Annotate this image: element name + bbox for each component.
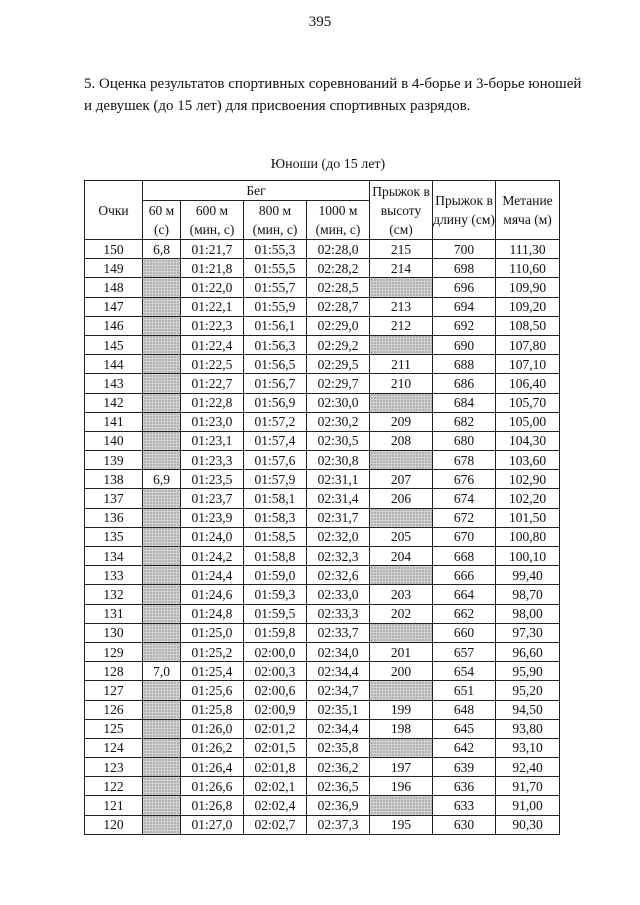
ball-throw-cell: 93,10 [496, 738, 560, 757]
run-800m-cell: 01:55,7 [244, 278, 307, 297]
run-1000m-cell: 02:35,8 [307, 738, 370, 757]
table-row [85, 585, 560, 604]
ball-throw-cell: 107,80 [496, 335, 560, 354]
run-800m-cell: 02:01,2 [244, 719, 307, 738]
table-row [85, 470, 560, 489]
points-cell: 146 [85, 316, 143, 335]
points-cell: 122 [85, 777, 143, 796]
run-800m-cell: 01:55,9 [244, 297, 307, 316]
run-60m-cell [143, 623, 181, 642]
high-jump-cell: 195 [370, 815, 433, 834]
run-60m-cell [143, 335, 181, 354]
table-row [85, 777, 560, 796]
run-600m-cell: 01:27,0 [181, 815, 244, 834]
run-60m-cell [143, 719, 181, 738]
run-600m-cell: 01:22,4 [181, 335, 244, 354]
table-caption: Юноши (до 15 лет) [270, 157, 386, 172]
run-800m-cell: 01:59,8 [244, 623, 307, 642]
table-row [85, 412, 560, 431]
table-header [85, 181, 560, 240]
table-row [85, 316, 560, 335]
run-60m-cell [143, 681, 181, 700]
high-jump-cell [370, 508, 433, 527]
points-cell: 132 [85, 585, 143, 604]
high-jump-cell [370, 566, 433, 585]
run-60m-cell [143, 297, 181, 316]
run-60m-cell: 6,9 [143, 470, 181, 489]
run-1000m-cell: 02:34,0 [307, 642, 370, 661]
long-jump-cell: 642 [433, 738, 496, 757]
table-row [85, 815, 560, 834]
ball-throw-cell: 97,30 [496, 623, 560, 642]
table-body [85, 240, 560, 835]
run-600m-cell: 01:24,8 [181, 604, 244, 623]
ball-throw-cell: 103,60 [496, 451, 560, 470]
table-row [85, 623, 560, 642]
run-600m-cell: 01:23,0 [181, 412, 244, 431]
long-jump-cell: 698 [433, 259, 496, 278]
ball-throw-cell: 96,60 [496, 642, 560, 661]
run-60m-cell [143, 777, 181, 796]
run-60m-cell [143, 412, 181, 431]
run-1000m-cell: 02:32,6 [307, 566, 370, 585]
ball-throw-cell: 101,50 [496, 508, 560, 527]
run-600m-cell: 01:24,4 [181, 566, 244, 585]
high-jump-cell: 200 [370, 662, 433, 681]
table-row [85, 240, 560, 259]
long-jump-cell: 674 [433, 489, 496, 508]
run-800m-cell: 01:59,0 [244, 566, 307, 585]
high-jump-cell: 202 [370, 604, 433, 623]
points-cell: 140 [85, 431, 143, 450]
high-jump-cell [370, 335, 433, 354]
run-800m-cell: 01:58,3 [244, 508, 307, 527]
run-600m-cell: 01:26,6 [181, 777, 244, 796]
header-high-jump: Прыжок в высоту (см) [370, 181, 433, 240]
points-cell: 123 [85, 758, 143, 777]
run-1000m-cell: 02:33,3 [307, 604, 370, 623]
run-1000m-cell: 02:32,0 [307, 527, 370, 546]
run-1000m-cell: 02:31,4 [307, 489, 370, 508]
run-1000m-cell: 02:28,7 [307, 297, 370, 316]
table-row [85, 681, 560, 700]
long-jump-cell: 662 [433, 604, 496, 623]
run-1000m-cell: 02:32,3 [307, 547, 370, 566]
header-run-800m: 800 м (мин, с) [244, 201, 307, 240]
ball-throw-cell: 104,30 [496, 431, 560, 450]
run-1000m-cell: 02:34,4 [307, 662, 370, 681]
run-800m-cell: 02:00,3 [244, 662, 307, 681]
run-600m-cell: 01:23,7 [181, 489, 244, 508]
run-1000m-cell: 02:28,5 [307, 278, 370, 297]
run-60m-cell: 6,8 [143, 240, 181, 259]
long-jump-cell: 688 [433, 355, 496, 374]
run-60m-cell [143, 604, 181, 623]
ball-throw-cell: 107,10 [496, 355, 560, 374]
long-jump-cell: 657 [433, 642, 496, 661]
long-jump-cell: 672 [433, 508, 496, 527]
run-600m-cell: 01:22,3 [181, 316, 244, 335]
high-jump-cell [370, 681, 433, 700]
ball-throw-cell: 98,70 [496, 585, 560, 604]
high-jump-cell: 199 [370, 700, 433, 719]
long-jump-cell: 666 [433, 566, 496, 585]
run-800m-cell: 01:59,3 [244, 585, 307, 604]
header-ball-throw: Метание мяча (м) [496, 181, 560, 240]
points-cell: 145 [85, 335, 143, 354]
table-row [85, 335, 560, 354]
long-jump-cell: 660 [433, 623, 496, 642]
long-jump-cell: 700 [433, 240, 496, 259]
run-600m-cell: 01:21,7 [181, 240, 244, 259]
high-jump-cell: 205 [370, 527, 433, 546]
table-row [85, 451, 560, 470]
ball-throw-cell: 106,40 [496, 374, 560, 393]
run-600m-cell: 01:23,5 [181, 470, 244, 489]
run-600m-cell: 01:21,8 [181, 259, 244, 278]
ball-throw-cell: 100,10 [496, 547, 560, 566]
run-1000m-cell: 02:35,1 [307, 700, 370, 719]
run-800m-cell: 01:58,5 [244, 527, 307, 546]
run-800m-cell: 01:55,3 [244, 240, 307, 259]
points-cell: 144 [85, 355, 143, 374]
run-800m-cell: 01:57,2 [244, 412, 307, 431]
ball-throw-cell: 90,30 [496, 815, 560, 834]
ball-throw-cell: 93,80 [496, 719, 560, 738]
points-cell: 147 [85, 297, 143, 316]
high-jump-cell: 204 [370, 547, 433, 566]
run-1000m-cell: 02:34,4 [307, 719, 370, 738]
run-60m-cell [143, 815, 181, 834]
run-60m-cell [143, 547, 181, 566]
high-jump-cell: 196 [370, 777, 433, 796]
points-cell: 136 [85, 508, 143, 527]
run-600m-cell: 01:23,1 [181, 431, 244, 450]
run-1000m-cell: 02:36,5 [307, 777, 370, 796]
run-600m-cell: 01:26,0 [181, 719, 244, 738]
run-60m-cell [143, 758, 181, 777]
ball-throw-cell: 109,90 [496, 278, 560, 297]
points-cell: 131 [85, 604, 143, 623]
long-jump-cell: 692 [433, 316, 496, 335]
run-600m-cell: 01:24,6 [181, 585, 244, 604]
ball-throw-cell: 102,20 [496, 489, 560, 508]
ball-throw-cell: 91,00 [496, 796, 560, 815]
long-jump-cell: 630 [433, 815, 496, 834]
table-row [85, 297, 560, 316]
points-cell: 143 [85, 374, 143, 393]
points-cell: 129 [85, 642, 143, 661]
run-800m-cell: 02:00,6 [244, 681, 307, 700]
run-600m-cell: 01:24,2 [181, 547, 244, 566]
run-60m-cell [143, 527, 181, 546]
run-60m-cell [143, 585, 181, 604]
points-cell: 121 [85, 796, 143, 815]
run-1000m-cell: 02:33,0 [307, 585, 370, 604]
long-jump-cell: 686 [433, 374, 496, 393]
high-jump-cell: 210 [370, 374, 433, 393]
points-cell: 138 [85, 470, 143, 489]
high-jump-cell [370, 393, 433, 412]
table-row [85, 527, 560, 546]
table-row [85, 700, 560, 719]
high-jump-cell: 208 [370, 431, 433, 450]
run-600m-cell: 01:26,8 [181, 796, 244, 815]
table-row [85, 796, 560, 815]
run-800m-cell: 01:56,7 [244, 374, 307, 393]
run-1000m-cell: 02:31,7 [307, 508, 370, 527]
points-cell: 150 [85, 240, 143, 259]
run-60m-cell [143, 738, 181, 757]
long-jump-cell: 668 [433, 547, 496, 566]
long-jump-cell: 678 [433, 451, 496, 470]
run-1000m-cell: 02:29,5 [307, 355, 370, 374]
header-run-group: Бег [143, 181, 370, 201]
run-1000m-cell: 02:31,1 [307, 470, 370, 489]
run-600m-cell: 01:26,4 [181, 758, 244, 777]
run-1000m-cell: 02:30,8 [307, 451, 370, 470]
table-row [85, 642, 560, 661]
points-cell: 148 [85, 278, 143, 297]
run-600m-cell: 01:23,3 [181, 451, 244, 470]
run-800m-cell: 01:56,3 [244, 335, 307, 354]
high-jump-cell: 203 [370, 585, 433, 604]
run-60m-cell: 7,0 [143, 662, 181, 681]
run-800m-cell: 02:01,8 [244, 758, 307, 777]
run-60m-cell [143, 374, 181, 393]
run-60m-cell [143, 508, 181, 527]
run-60m-cell [143, 259, 181, 278]
run-600m-cell: 01:22,1 [181, 297, 244, 316]
high-jump-cell [370, 623, 433, 642]
run-600m-cell: 01:23,9 [181, 508, 244, 527]
ball-throw-cell: 109,20 [496, 297, 560, 316]
run-1000m-cell: 02:30,2 [307, 412, 370, 431]
table-row [85, 431, 560, 450]
long-jump-cell: 651 [433, 681, 496, 700]
high-jump-cell: 198 [370, 719, 433, 738]
table-row [85, 374, 560, 393]
run-600m-cell: 01:24,0 [181, 527, 244, 546]
run-600m-cell: 01:25,4 [181, 662, 244, 681]
run-600m-cell: 01:22,0 [181, 278, 244, 297]
long-jump-cell: 636 [433, 777, 496, 796]
run-1000m-cell: 02:30,0 [307, 393, 370, 412]
points-cell: 133 [85, 566, 143, 585]
high-jump-cell: 206 [370, 489, 433, 508]
run-1000m-cell: 02:37,3 [307, 815, 370, 834]
header-run-1000m: 1000 м (мин, с) [307, 201, 370, 240]
run-1000m-cell: 02:30,5 [307, 431, 370, 450]
long-jump-cell: 694 [433, 297, 496, 316]
points-cell: 142 [85, 393, 143, 412]
table-row [85, 566, 560, 585]
ball-throw-cell: 99,40 [496, 566, 560, 585]
header-points: Очки [85, 181, 143, 240]
long-jump-cell: 639 [433, 758, 496, 777]
ball-throw-cell: 100,80 [496, 527, 560, 546]
run-800m-cell: 01:57,6 [244, 451, 307, 470]
high-jump-cell [370, 796, 433, 815]
ball-throw-cell: 95,90 [496, 662, 560, 681]
run-800m-cell: 01:57,9 [244, 470, 307, 489]
run-800m-cell: 01:55,5 [244, 259, 307, 278]
ball-throw-cell: 108,50 [496, 316, 560, 335]
points-cell: 149 [85, 259, 143, 278]
table-row [85, 719, 560, 738]
run-800m-cell: 01:58,8 [244, 547, 307, 566]
ball-throw-cell: 95,20 [496, 681, 560, 700]
run-600m-cell: 01:22,5 [181, 355, 244, 374]
table-row [85, 355, 560, 374]
high-jump-cell: 212 [370, 316, 433, 335]
table-row [85, 489, 560, 508]
long-jump-cell: 684 [433, 393, 496, 412]
run-800m-cell: 01:56,5 [244, 355, 307, 374]
run-800m-cell: 01:59,5 [244, 604, 307, 623]
run-60m-cell [143, 451, 181, 470]
ball-throw-cell: 91,70 [496, 777, 560, 796]
run-1000m-cell: 02:29,0 [307, 316, 370, 335]
ball-throw-cell: 110,60 [496, 259, 560, 278]
run-1000m-cell: 02:29,7 [307, 374, 370, 393]
header-run-600m: 600 м (мин, с) [181, 201, 244, 240]
high-jump-cell: 207 [370, 470, 433, 489]
run-60m-cell [143, 431, 181, 450]
high-jump-cell [370, 738, 433, 757]
scoring-table [84, 180, 560, 835]
points-cell: 120 [85, 815, 143, 834]
run-800m-cell: 02:02,1 [244, 777, 307, 796]
run-60m-cell [143, 566, 181, 585]
high-jump-cell: 213 [370, 297, 433, 316]
points-cell: 137 [85, 489, 143, 508]
ball-throw-cell: 105,70 [496, 393, 560, 412]
long-jump-cell: 682 [433, 412, 496, 431]
run-60m-cell [143, 700, 181, 719]
run-1000m-cell: 02:28,0 [307, 240, 370, 259]
run-600m-cell: 01:25,2 [181, 642, 244, 661]
points-cell: 124 [85, 738, 143, 757]
header-run-60m: 60 м (с) [143, 201, 181, 240]
table-row [85, 508, 560, 527]
long-jump-cell: 696 [433, 278, 496, 297]
high-jump-cell: 211 [370, 355, 433, 374]
run-60m-cell [143, 278, 181, 297]
points-cell: 126 [85, 700, 143, 719]
run-800m-cell: 01:58,1 [244, 489, 307, 508]
run-800m-cell: 01:57,4 [244, 431, 307, 450]
run-60m-cell [143, 355, 181, 374]
table-row [85, 259, 560, 278]
table-row [85, 278, 560, 297]
long-jump-cell: 654 [433, 662, 496, 681]
run-1000m-cell: 02:28,2 [307, 259, 370, 278]
long-jump-cell: 670 [433, 527, 496, 546]
high-jump-cell: 215 [370, 240, 433, 259]
points-cell: 139 [85, 451, 143, 470]
run-60m-cell [143, 489, 181, 508]
high-jump-cell: 201 [370, 642, 433, 661]
high-jump-cell [370, 451, 433, 470]
header-long-jump: Прыжок в длину (см) [433, 181, 496, 240]
long-jump-cell: 645 [433, 719, 496, 738]
points-cell: 135 [85, 527, 143, 546]
high-jump-cell [370, 278, 433, 297]
high-jump-cell: 214 [370, 259, 433, 278]
table-row [85, 662, 560, 681]
ball-throw-cell: 105,00 [496, 412, 560, 431]
ball-throw-cell: 94,50 [496, 700, 560, 719]
run-60m-cell [143, 642, 181, 661]
long-jump-cell: 676 [433, 470, 496, 489]
run-800m-cell: 01:56,9 [244, 393, 307, 412]
points-cell: 127 [85, 681, 143, 700]
table-row [85, 758, 560, 777]
points-cell: 141 [85, 412, 143, 431]
run-60m-cell [143, 796, 181, 815]
ball-throw-cell: 102,90 [496, 470, 560, 489]
points-cell: 128 [85, 662, 143, 681]
run-1000m-cell: 02:36,2 [307, 758, 370, 777]
run-600m-cell: 01:25,8 [181, 700, 244, 719]
table-row [85, 547, 560, 566]
page-number: 395 [308, 14, 332, 30]
long-jump-cell: 680 [433, 431, 496, 450]
run-600m-cell: 01:25,0 [181, 623, 244, 642]
ball-throw-cell: 111,30 [496, 240, 560, 259]
high-jump-cell: 209 [370, 412, 433, 431]
run-600m-cell: 01:22,7 [181, 374, 244, 393]
run-1000m-cell: 02:34,7 [307, 681, 370, 700]
points-cell: 130 [85, 623, 143, 642]
high-jump-cell: 197 [370, 758, 433, 777]
run-60m-cell [143, 316, 181, 335]
ball-throw-cell: 98,00 [496, 604, 560, 623]
long-jump-cell: 633 [433, 796, 496, 815]
section-heading: 5. Оценка результатов спортивных соревнований в 4-борье и 3-борье юношей и девушек (до 15 лет) для присвоения спортивных разрядов. [84, 76, 582, 114]
run-1000m-cell: 02:33,7 [307, 623, 370, 642]
long-jump-cell: 690 [433, 335, 496, 354]
run-60m-cell [143, 393, 181, 412]
long-jump-cell: 664 [433, 585, 496, 604]
run-800m-cell: 02:00,0 [244, 642, 307, 661]
table-row [85, 738, 560, 757]
run-800m-cell: 02:02,4 [244, 796, 307, 815]
ball-throw-cell: 92,40 [496, 758, 560, 777]
run-800m-cell: 01:56,1 [244, 316, 307, 335]
points-cell: 125 [85, 719, 143, 738]
run-1000m-cell: 02:36,9 [307, 796, 370, 815]
run-1000m-cell: 02:29,2 [307, 335, 370, 354]
points-cell: 134 [85, 547, 143, 566]
run-600m-cell: 01:26,2 [181, 738, 244, 757]
table-row [85, 604, 560, 623]
run-600m-cell: 01:22,8 [181, 393, 244, 412]
run-800m-cell: 02:00,9 [244, 700, 307, 719]
table-row [85, 393, 560, 412]
run-600m-cell: 01:25,6 [181, 681, 244, 700]
run-800m-cell: 02:02,7 [244, 815, 307, 834]
run-800m-cell: 02:01,5 [244, 738, 307, 757]
long-jump-cell: 648 [433, 700, 496, 719]
